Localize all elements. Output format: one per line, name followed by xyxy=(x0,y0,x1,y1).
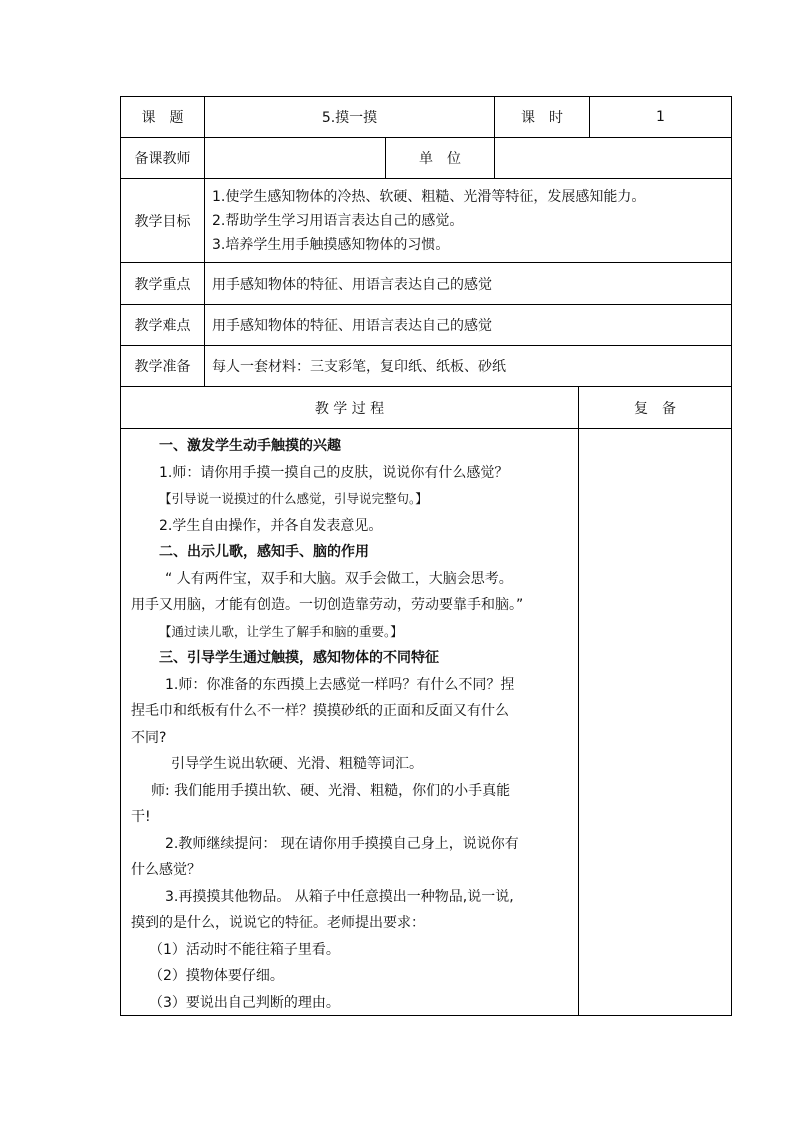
difficulty-value: 用手感知物体的特征、用语言表达自己的感觉 xyxy=(212,318,492,334)
process-header-row xyxy=(121,387,731,429)
goals-label: 教学目标 xyxy=(121,179,205,262)
prep-label: 教学准备 xyxy=(121,346,205,386)
unit-label: 单 位 xyxy=(386,138,495,178)
process-line: 3.再摸摸其他物品。 从箱子中任意摸出一种物品,说一说, xyxy=(165,888,514,905)
teacher-label: 备课教师 xyxy=(121,138,205,178)
teacher-row xyxy=(121,138,731,179)
goal-item: 1.使学生感知物体的冷热、软硬、粗糙、光滑等特征，发展感知能力。 xyxy=(212,188,646,205)
period-value: 1 xyxy=(656,109,665,125)
unit-value xyxy=(495,138,731,178)
prep-value: 每人一套材料：三支彩笔，复印纸、纸板、砂纸 xyxy=(212,359,506,375)
goals-list xyxy=(205,179,731,262)
section-heading: 二、出示儿歌，感知手、脑的作用 xyxy=(159,544,369,560)
process-line: 什么感觉？ xyxy=(131,862,201,878)
process-line: 用手又用脑，才能有创造。一切创造靠劳动，劳动要靠手和脑。” xyxy=(131,597,524,613)
difficulty-label: 教学难点 xyxy=(121,305,205,345)
review-label: 复 备 xyxy=(634,400,676,417)
process-body-row xyxy=(121,429,731,1015)
section-heading: 三、引导学生通过触摸，感知物体的不同特征 xyxy=(159,650,439,666)
goal-item: 3.培养学生用手触摸感知物体的习惯。 xyxy=(212,236,450,253)
review-notes-cell xyxy=(579,429,731,1015)
process-line: （3）要说出自己判断的理由。 xyxy=(149,994,340,1011)
process-label: 教 学 过 程 xyxy=(121,387,579,428)
focus-value: 用手感知物体的特征、用语言表达自己的感觉 xyxy=(212,276,492,293)
topic-value: 5.摸一摸 xyxy=(205,97,495,137)
guidance-note: 【引导说一说摸过的什么感觉，引导说完整句。】 xyxy=(159,491,428,506)
goal-item: 2.帮助学生学习用语言表达自己的感觉。 xyxy=(212,212,464,229)
focus-row xyxy=(121,263,731,305)
process-line: “ 人有两件宝，双手和大脑。双手会做工，大脑会思考。 xyxy=(165,570,513,587)
guidance-note: 【通过读儿歌，让学生了解手和脑的重要。】 xyxy=(159,623,403,639)
difficulty-row xyxy=(121,305,731,346)
process-line: 捏毛巾和纸板有什么不一样？摸摸砂纸的正面和反面又有什么 xyxy=(131,703,509,719)
process-line: （1）活动时不能往箱子里看。 xyxy=(149,941,340,958)
lesson-plan-table xyxy=(120,96,732,1016)
process-line: 引导学生说出软硬、光滑、粗糙等词汇。 xyxy=(171,756,423,772)
process-line: 不同? xyxy=(131,729,167,746)
focus-label: 教学重点 xyxy=(121,263,205,304)
process-content xyxy=(121,429,579,1015)
topic-label: 课 题 xyxy=(121,97,205,137)
section-heading: 一、激发学生动手触摸的兴趣 xyxy=(159,438,341,454)
process-line: 1.师：请你用手摸一摸自己的皮肤，说说你有什么感觉？ xyxy=(159,464,509,481)
process-line: 干! xyxy=(131,809,151,825)
process-line: 师: 我们能用手摸出软、硬、光滑、粗糙，你们的小手真能 xyxy=(151,782,511,799)
topic-row xyxy=(121,97,731,138)
process-line: 1.师：你准备的东西摸上去感觉一样吗？有什么不同？捏 xyxy=(165,676,515,693)
process-line: 2.学生自由操作，并各自发表意见。 xyxy=(159,517,383,534)
teacher-value xyxy=(205,138,386,178)
process-line: （2）摸物体要仔细。 xyxy=(149,968,284,984)
process-line: 2.教师继续提问： 现在请你用手摸摸自己身上，说说你有 xyxy=(165,835,519,852)
prep-row xyxy=(121,346,731,387)
goals-row xyxy=(121,179,731,263)
process-line: 摸到的是什么，说说它的特征。老师提出要求： xyxy=(131,915,425,931)
period-label: 课 时 xyxy=(495,97,590,137)
